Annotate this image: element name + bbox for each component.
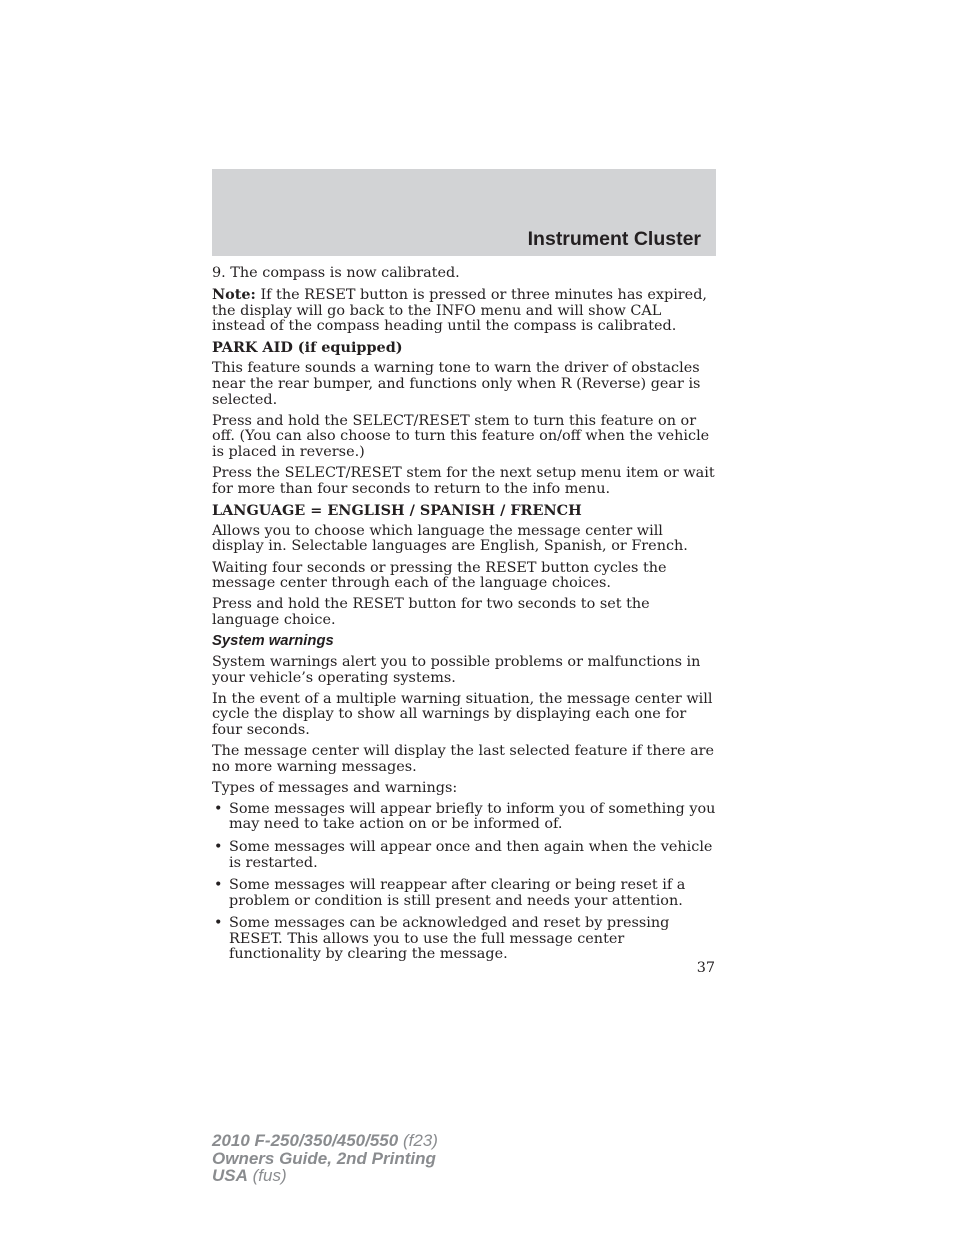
list-item-text: Some messages can be acknowledged and reset by pressing RESET. This allows you to use the full message center functionality by clearing the message. — [229, 915, 670, 963]
paragraph: Allows you to choose which language the message center will display in. Selectable languages are English, Spanish, or French. — [212, 522, 688, 555]
section-title: Instrument Cluster — [527, 228, 701, 250]
bullet-icon: • — [214, 877, 223, 894]
list-item — [212, 802, 718, 833]
system-warnings-heading: System warnings — [212, 633, 334, 650]
bullet-icon: • — [214, 915, 223, 932]
page-content — [212, 266, 718, 970]
note-paragraph — [212, 287, 718, 335]
footer-model-code: (f23) — [398, 1131, 438, 1150]
bullet-icon: • — [214, 838, 223, 855]
note-label: Note: — [212, 286, 256, 304]
list-item-text: Some messages will appear once and then again when the vehicle is restarted. — [229, 838, 713, 871]
footer-line-1 — [212, 1132, 438, 1150]
warning-types-list — [212, 802, 718, 963]
section-header-band — [212, 169, 716, 256]
note-text: If the RESET button is pressed or three minutes has expired, the display will go back to the INFO menu and will show CAL instead of the compass heading until the compass is calibrated. — [212, 287, 707, 335]
bullet-icon: • — [214, 800, 223, 817]
list-item-text: Some messages will reappear after clearing or being reset if a problem or condition is still present and needs your attention. — [229, 877, 686, 909]
footer-line-3 — [212, 1167, 438, 1185]
footer-model: 2010 F-250/350/450/550 — [212, 1131, 399, 1150]
list-item — [212, 840, 718, 871]
footer-market-code: (fus) — [247, 1166, 287, 1186]
paragraph: The message center will display the last selected feature if there are no more warning messages. — [212, 742, 715, 775]
paragraph: Press and hold the SELECT/RESET stem to turn this feature on or off. (You can also choose to turn this feature on/off when the vehicle is placed in reverse.) — [212, 412, 710, 460]
paragraph: This feature sounds a warning tone to warn the driver of obstacles near the rear bumper, and functions only when R (Reverse) gear is selected. — [212, 360, 701, 408]
list-item — [212, 916, 718, 963]
footer — [212, 1132, 438, 1185]
footer-market: USA — [212, 1166, 248, 1186]
paragraph: Press the SELECT/RESET stem for the next setup menu item or wait for more than four seconds to return to the info menu. — [212, 465, 715, 497]
paragraph: 9. The compass is now calibrated. — [212, 265, 460, 281]
language-heading: LANGUAGE = ENGLISH / SPANISH / FRENCH — [212, 501, 582, 519]
paragraph: Types of messages and warnings: — [212, 779, 458, 796]
list-item-text: Some messages will appear briefly to inform you of something you may need to take action on or be informed of. — [229, 800, 716, 833]
footer-line-2: Owners Guide, 2nd Printing — [212, 1148, 436, 1168]
park-aid-heading: PARK AID (if equipped) — [212, 339, 403, 357]
paragraph: System warnings alert you to possible problems or malfunctions in your vehicle’s operating systems. — [212, 653, 701, 686]
paragraph: Press and hold the RESET button for two seconds to set the language choice. — [212, 596, 650, 628]
page-number: 37 — [696, 960, 715, 976]
paragraph: Waiting four seconds or pressing the RESET button cycles the message center through each of the language choices. — [212, 559, 667, 592]
list-item — [212, 878, 718, 909]
paragraph: In the event of a multiple warning situation, the message center will cycle the display to show all warnings by displaying each one for four seconds. — [212, 690, 713, 738]
